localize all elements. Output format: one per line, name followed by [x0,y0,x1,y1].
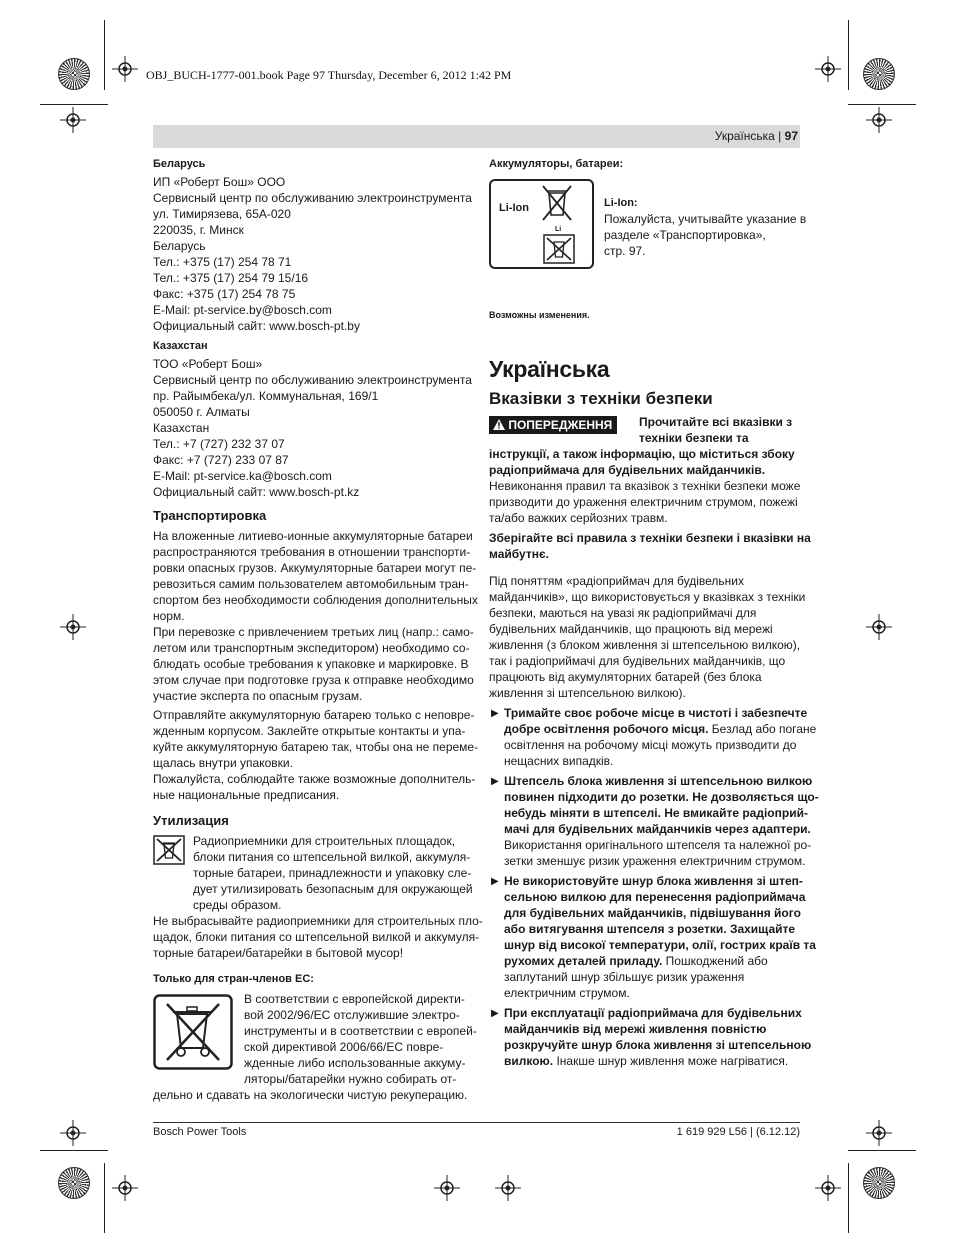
color-target-icon [58,1167,90,1199]
header-language: Українська [714,129,775,143]
page-header: Українська | 97 [714,129,798,143]
bullet-triangle-icon: ▶ [491,876,499,887]
warning-badge: ПОПЕРЕДЖЕННЯ [489,416,617,434]
warning-triangle-icon [493,419,505,430]
eu-text-tail: дельно и сдавать на экологически чистую рекуперацию. [153,1088,468,1102]
registration-mark-icon [866,614,892,640]
registration-mark-icon [495,1175,521,1201]
kazakhstan-contacts: ТОО «Роберт Бош» Сервисный центр по обслуживанию электроинструмента пр. Райымбека/ул. Коммунальная, 169/1 050050 г. Алматы Казахстан Тел.: +7 (727) 232 37 07 Факс: +7 (727) 233 07 87 E-Mail: pt-service.ka@bosch.com Официальный сайт: www.bosch-pt.kz [153,357,472,499]
registration-mark-icon [866,1120,892,1146]
registration-mark-icon [60,107,86,133]
eu-block [153,991,477,1087]
email-link[interactable]: E-Mail: pt-service.ka@bosch.com [153,469,332,483]
website-link[interactable]: Официальный сайт: www.bosch-pt.by [153,319,360,333]
transport-paragraph: На вложенные литиево-ионные аккумуляторные батареи распространяются требования в отношении транспорти- ровки опасных грузов. Аккумуляторные батареи могут пе- ревозиться самим пользователем автомобильным тран- спортом без необходимости соблюдения дополнительных норм. [153,529,478,623]
footer-doc-number: 1 619 929 L56 | (6.12.12) [676,1126,800,1138]
batteries-heading: Аккумуляторы, батареи: [489,158,624,170]
registration-mark-icon [866,107,892,133]
disposal-block [153,833,473,913]
keep-instructions: Зберігайте всі правила з техніки безпеки і вказівки на майбутнє. [489,531,811,561]
crossed-bin-icon [541,184,573,224]
warning-paragraph: Невиконання правил та вказівок з техніки безпеки може призводити до ураження електричним струмом, пожежі та/або важких серйозних травм. [489,479,801,525]
print-slug: OBJ_BUCH-1777-001.book Page 97 Thursday, December 6, 2012 1:42 PM [146,68,512,82]
safety-bullet: ▶ Тримайте своє робоче місце в чистоті і забезпечте добре освітлення робочого місця. Безлад або погане освітлення на робочому місці можуть призводити до нещасних випадків. [491,706,817,768]
footer-brand: Bosch Power Tools [153,1126,247,1138]
page-number: 97 [784,129,798,143]
safety-bullet: ▶ Штепсель блока живлення зі штепсельною вилкою повинен підходити до розетки. Не дозволяється що- небудь міняти в штепселі. Не вмикайте радіоприй- мачі для будівельних майданчиків через адаптери. Використання оригінального штепселя та належної ро- зетки зменшує ризик ураження електричним струмом. [491,774,819,868]
li-ion-block [489,177,807,269]
registration-mark-icon [434,1175,460,1201]
page-header-bar [153,125,800,148]
footer-rule [153,1122,800,1123]
bullet-triangle-icon: ▶ [491,1008,499,1019]
warning-heading-text: Прочитайте всі вказівки з техніки безпеки та [639,415,793,445]
eu-text: В соответствии с европейской директи- вой 2002/96/ЕС отслужившие электро- инструменты и в соответствии с европей- ской директивой 2006/66/ЕС повре- жденные либо использованные аккуму- ляторы/батарейки нужно собирать от- [244,992,477,1086]
registration-mark-icon [60,614,86,640]
safety-bullet: ▶ При експлуатації радіоприймача для будівельних майданчиків від мережі живлення повністю розкручуйте шнур блока живлення зі штепсельною вилкою. Інакше шнур живлення може нагріватися. [491,1006,812,1068]
changes-note: Возможны изменения. [489,310,590,320]
disposal-paragraph: Не выбрасывайте радиоприемники для строительных пло- щадок, блоки питания со штепсельной вилкой и аккумуля- торные батареи/батарейки в бытовой мусор! [153,914,483,960]
definition-paragraph: Під поняттям «радіоприймач для будівельних майданчиків», що використовується у вказівках з техніки безпеки, маються на увазі як радіоприймачі для будівельних майданчиків, що працюють від мережі живлення (з блоком живлення зі штепсельною вилкою), так і радіоприймачі для будівельних майданчиків, що працюють від акумуляторних батарей (без блока живлення зі штепсельною вилкою). [489,574,806,700]
color-target-icon [58,58,90,90]
crossed-bin-small-icon [543,234,575,264]
safety-bullet: ▶ Не використовуйте шнур блока живлення зі штеп- сельною вилкою для перенесення радіоприймача для будівельних майданчиків, підвішування його або витягування штепселя з розетки. Захищайте шнур від високої температури, олії, гострих країв та рухомих деталей приладу. Пошкоджений або заплутаний шнур збільшує ризик ураження електричним струмом. [491,874,816,1000]
section-title: Українська [489,356,610,382]
transport-paragraph: Пожалуйста, соблюдайте также возможные дополнитель- ные национальные предписания. [153,772,476,802]
li-ion-text: Li-Ion: Пожалуйста, учитывайте указание в разделе «Транспортировка», стр. 97. [604,197,807,258]
weee-bin-icon [153,994,233,1070]
belarus-heading: Беларусь [153,158,206,170]
website-link[interactable]: Официальный сайт: www.bosch-pt.kz [153,485,360,499]
disposal-icon-text: Радиоприемники для строительных площадок, блоки питания со штепсельной вилкой, аккумуля- торные батареи, принадлежности и упаковку сле- дует утилизировать безопасным для окружающей среды образом. [193,834,473,912]
transport-paragraph: Отправляйте аккумуляторную батарею только с неповре- жденным корпусом. Заклейте открытые контакты и упа- куйте аккумуляторную батарею так, чтобы она не переме- щалась внутри упаковки. [153,708,479,770]
bullet-triangle-icon: ▶ [491,776,499,787]
safety-heading: Вказівки з техніки безпеки [489,389,713,408]
warning-block [489,414,801,446]
kazakhstan-heading: Казахстан [153,340,208,352]
crossed-bin-icon [153,835,185,865]
left-column [153,156,483,1103]
li-ion-recycling-icon: Li-Ion Li [489,179,594,269]
belarus-contacts: ИП «Роберт Бош» ООО Сервисный центр по обслуживанию электроинструмента ул. Тимирязева, 65А-020 220035, г. Минск Беларусь Тел.: +375 (17) 254 78 71 Тел.: +375 (17) 254 79 15/16 Факс: +375 (17) 254 78 75 E-Mail: pt-service.by@bosch.com Официальный сайт: www.bosch-pt.by [153,175,472,333]
registration-mark-icon [815,1175,841,1201]
registration-mark-icon [112,56,138,82]
warning-heading-continued: інструкції, а також інформацію, що міститься збоку радіоприймача для будівельних майданчиків. [489,447,795,477]
bullet-triangle-icon: ▶ [491,708,499,719]
color-target-icon [863,58,895,90]
eu-heading: Только для стран-членов ЕС: [153,973,314,985]
registration-mark-icon [815,56,841,82]
color-target-icon [863,1167,895,1199]
registration-mark-icon [60,1120,86,1146]
transport-heading: Транспортировка [153,508,267,523]
right-column [489,156,819,1073]
transport-paragraph: При перевозке с привлечением третьих лиц (напр.: само- летом или транспортным экспедитором) необходимо со- блюдать особые требования к упаковке и маркировке. В этом случае при подготовке груза к отправке необходимо участие эксперта по опасным грузам. [153,625,474,703]
registration-mark-icon [112,1175,138,1201]
email-link[interactable]: E-Mail: pt-service.by@bosch.com [153,303,332,317]
disposal-heading: Утилизация [153,813,229,828]
